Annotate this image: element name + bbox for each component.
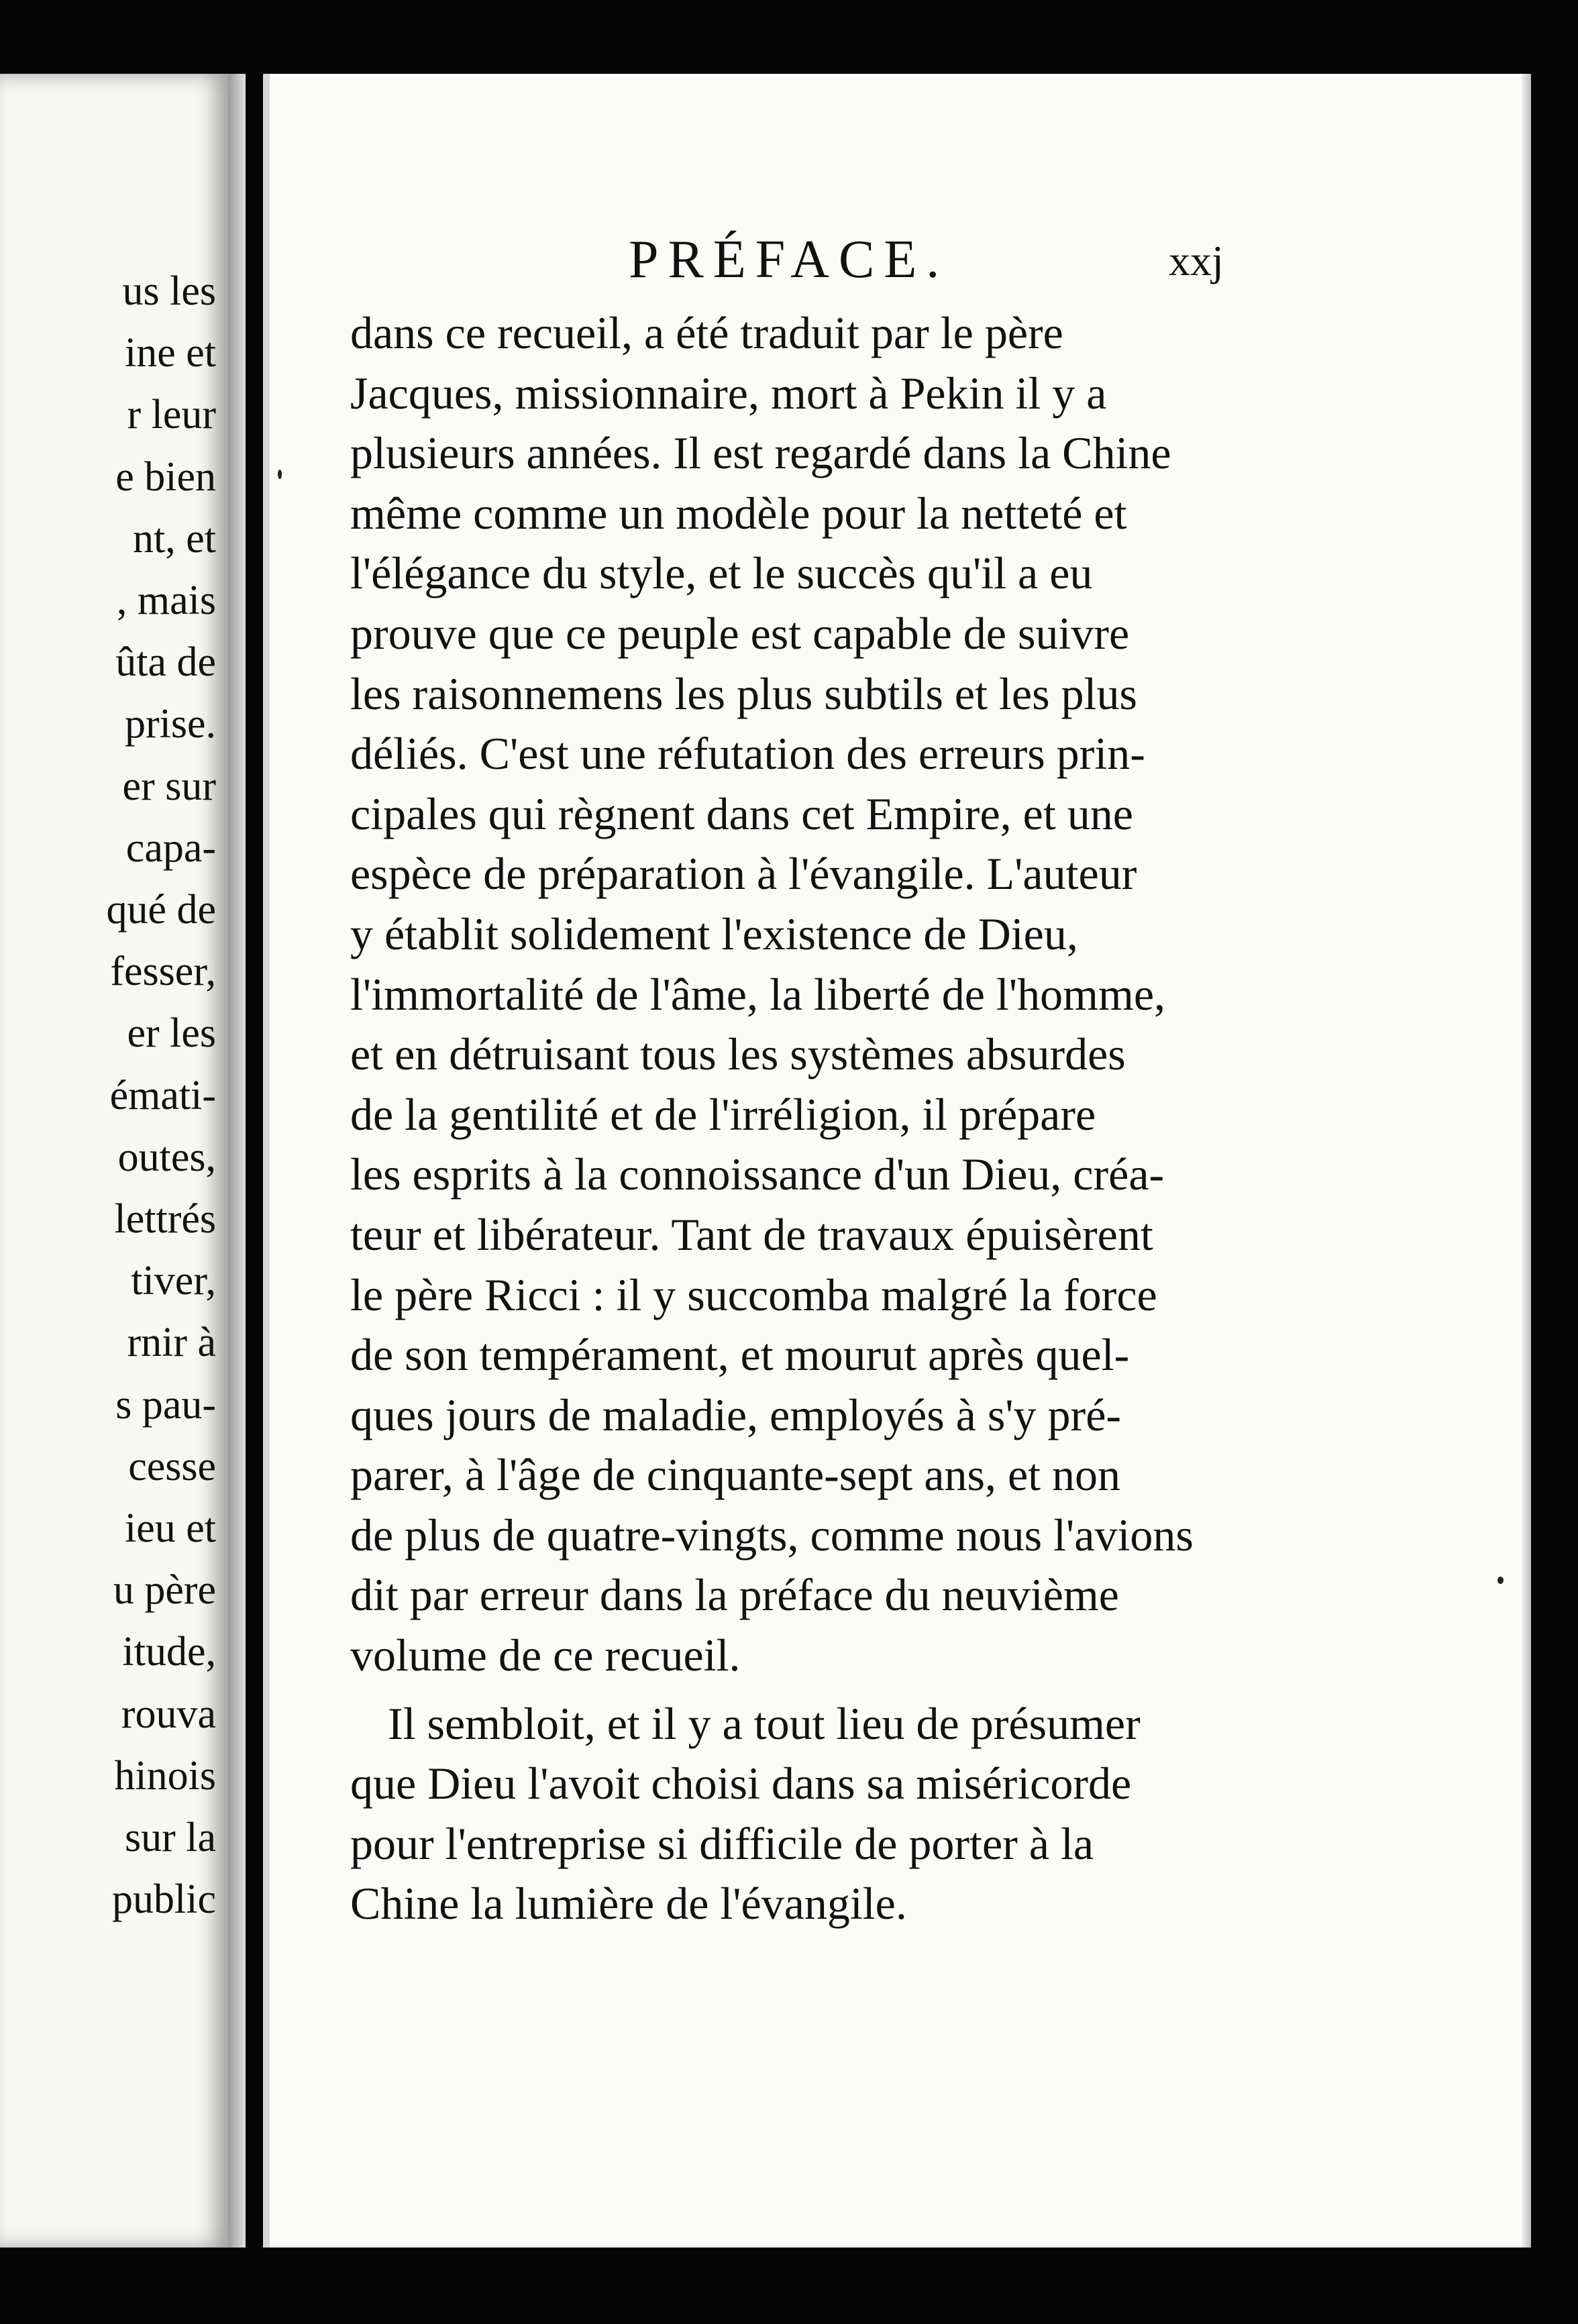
left-line: outes, [117,1134,216,1180]
left-line: ieu et [125,1506,216,1552]
text-line: que Dieu l'avoit choisi dans sa miséricorde [350,1758,1132,1809]
page-number: xxj [1169,237,1224,284]
left-line: u père [113,1567,216,1614]
text-line: ques jours de maladie, employés à s'y pré- [350,1389,1122,1440]
text-line: prouve que ce peuple est capable de suivre [350,607,1130,659]
text-line: teur et libérateur. Tant de travaux épuisèrent [350,1208,1153,1260]
left-line: rnir à [127,1320,216,1366]
text-line: déliés. C'est une réfutation des erreurs prin- [350,728,1145,780]
left-line: er sur [122,763,216,809]
left-line: nt, et [133,515,216,562]
page-header [270,229,1531,290]
text-line: cipales qui règnent dans cet Empire, et une [350,788,1133,839]
text-line: les raisonnemens les plus subtils et les plus [350,668,1137,719]
text-line: pour l'entreprise si difficile de porter à la [350,1817,1094,1869]
left-line: fesser, [110,949,216,995]
text-line: de son tempérament, et mourut après quel- [350,1329,1130,1381]
text-line: le père Ricci : il y succomba malgré la force [350,1269,1157,1320]
left-line: lettrés [114,1196,216,1243]
left-line: , mais [116,578,216,624]
book-gutter [228,74,246,2248]
left-facing-page [0,74,246,2248]
left-line: ûta de [115,639,216,686]
text-line: dans ce recueil, a été traduit par le père [350,307,1063,358]
running-title: PRÉFACE. [629,230,949,289]
left-line: qué de [106,887,216,933]
left-line: ine et [125,330,216,376]
text-line: plusieurs années. Il est regardé dans la Chine [350,427,1171,479]
body-text [350,303,1194,1934]
left-line: r leur [127,392,216,438]
left-line: prise. [124,701,216,747]
print-speck [1497,1577,1504,1584]
page-edge [1522,74,1531,2248]
text-line: même comme un modèle pour la netteté et [350,487,1127,539]
left-line: tiver, [131,1258,216,1304]
print-speck [278,470,282,479]
text-line: l'immortalité de l'âme, la liberté de l'homme, [350,968,1166,1020]
left-line: cesse [128,1443,216,1489]
text-line: les esprits à la connoissance d'un Dieu, créa- [350,1149,1165,1200]
text-line: y établit solidement l'existence de Dieu, [350,908,1078,959]
text-line: volume de ce recueil. [350,1630,741,1681]
text-line: Il sembloit, et il y a tout lieu de présumer [388,1697,1141,1749]
left-line: s pau- [115,1381,216,1428]
left-line: émati- [109,1072,216,1118]
text-line: Chine la lumière de l'évangile. [350,1878,907,1930]
left-line: itude, [122,1629,216,1675]
text-line: parer, à l'âge de cinquante-sept ans, et non [350,1449,1121,1501]
right-page [263,74,1531,2248]
text-line: dit par erreur dans la préface du neuvième [350,1569,1119,1621]
left-line: public [112,1877,216,1923]
left-line: us les [122,268,216,314]
left-page-text [106,260,216,1930]
left-line: capa- [125,825,216,871]
text-line: et en détruisant tous les systèmes absurdes [350,1028,1126,1080]
text-line: Jacques, missionnaire, mort à Pekin il y a [350,367,1107,419]
text-line: espèce de préparation à l'évangile. L'auteur [350,848,1137,900]
left-line: rouva [121,1691,216,1737]
text-line: de plus de quatre-vingts, comme nous l'avions [350,1509,1194,1561]
text-line: de la gentilité et de l'irréligion, il prépare [350,1088,1096,1140]
left-line: hinois [114,1752,216,1799]
left-line: e bien [115,454,216,500]
text-line: l'élégance du style, et le succès qu'il a eu [350,547,1093,599]
left-line: er les [127,1010,216,1057]
left-line: sur la [124,1815,216,1861]
